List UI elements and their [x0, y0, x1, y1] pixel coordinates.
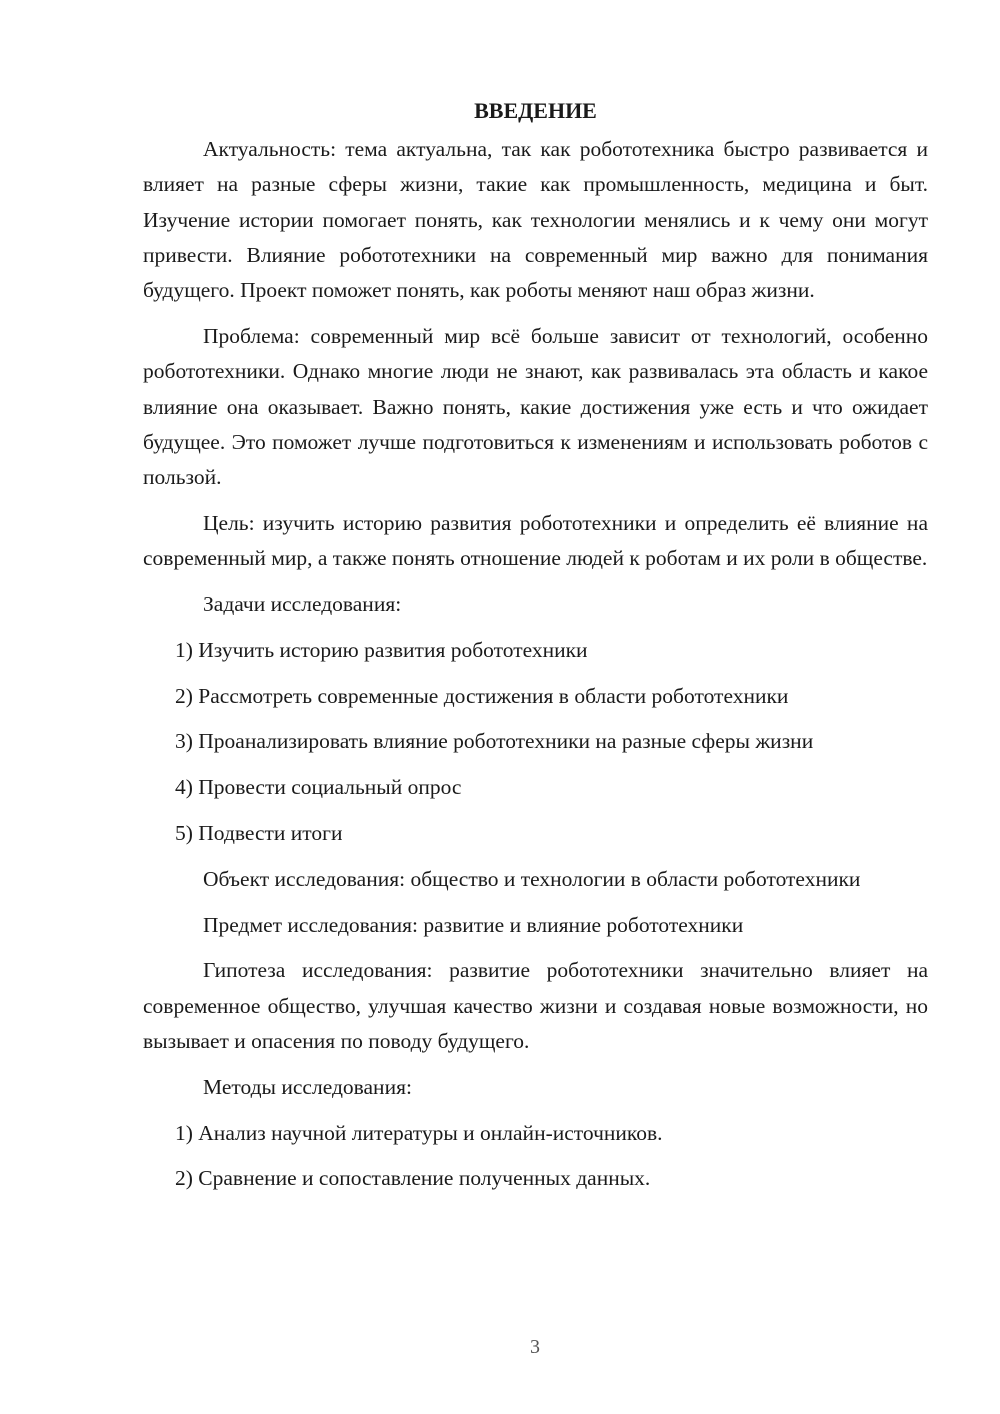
tasks-list	[143, 633, 928, 851]
section-title: ВВЕДЕНИЕ	[474, 98, 597, 123]
method-item: 2) Сравнение и сопоставление полученных данных.	[175, 1166, 651, 1191]
task-item: 4) Провести социальный опрос	[175, 775, 462, 800]
page-number: 3	[530, 1336, 540, 1358]
task-item: 3) Проанализировать влияние робототехники на разные сферы жизни	[175, 729, 814, 754]
methods-list	[143, 1116, 928, 1197]
hypothesis-paragraph: Гипотеза исследования: развитие робототехники значительно влияет на современное общество, улучшая качество жизни и создавая новые возможности, но вызывает и опасения по поводу будущего.	[143, 958, 928, 1054]
tasks-heading: Задачи исследования:	[203, 592, 402, 617]
object-paragraph: Объект исследования: общество и технологии в области робототехники	[203, 866, 861, 891]
task-item: 1) Изучить историю развития робототехники	[175, 637, 588, 662]
method-item: 1) Анализ научной литературы и онлайн-источников.	[175, 1120, 663, 1145]
methods-heading: Методы исследования:	[203, 1074, 412, 1099]
goal-paragraph: Цель: изучить историю развития робототехники и определить её влияние на современный мир, а также понять отношение людей к роботам и их роли в обществе.	[143, 510, 928, 571]
task-item: 5) Подвести итоги	[175, 821, 343, 846]
document-page	[143, 96, 928, 1207]
problem-paragraph: Проблема: современный мир всё больше зависит от технологий, особенно робототехники. Однако многие люди не знают, как развивалась эта область и какое влияние она оказывает. Важно понять, какие достижения уже есть и что ожидает будущее. Это поможет лучше подготовиться к изменениям и использовать роботов с пользой.	[143, 323, 928, 490]
task-item: 2) Рассмотреть современные достижения в области робототехники	[175, 683, 789, 708]
subject-paragraph: Предмет исследования: развитие и влияние робототехники	[203, 912, 744, 937]
relevance-paragraph: Актуальность: тема актуальна, так как робототехника быстро развивается и влияет на разные сферы жизни, такие как промышленность, медицина и быт. Изучение истории помогает понять, как технологии менялись и к чему они могут привести. Влияние робототехники на современный мир важно для понимания будущего. Проект поможет понять, как роботы меняют наш образ жизни.	[143, 137, 928, 303]
